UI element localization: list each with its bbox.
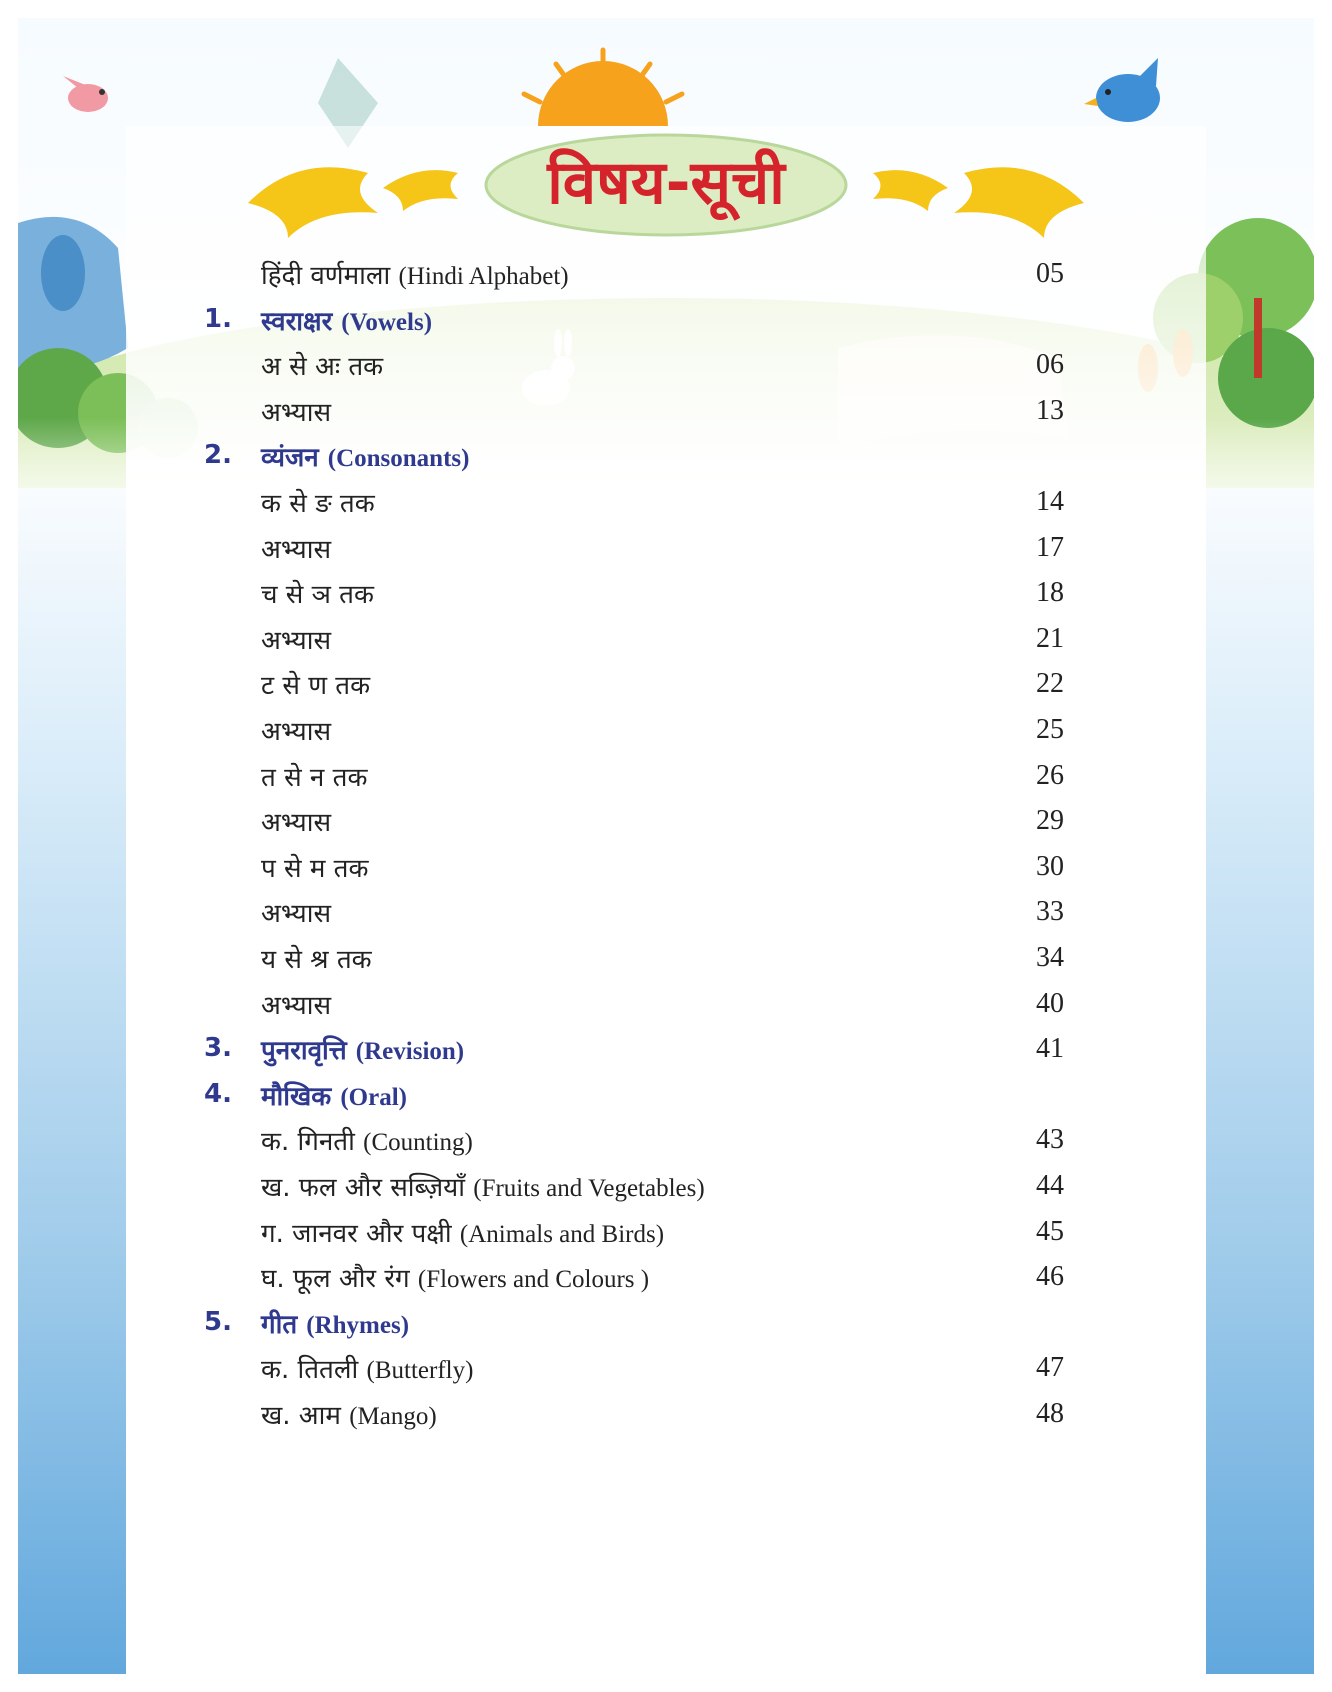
page-number: 30 <box>1036 850 1064 882</box>
page-number: 48 <box>1036 1398 1064 1429</box>
page-number: 05 <box>1036 258 1064 289</box>
page-number: 44 <box>1036 1170 1064 1201</box>
entry-title-english: (Vowels) <box>341 308 433 336</box>
entry-title-hindi: घ. फूल और रंग <box>261 1264 410 1295</box>
section-number: 1. <box>204 303 232 334</box>
page-number: 13 <box>1036 394 1064 426</box>
section-number: 3. <box>204 1033 232 1064</box>
entry-title-hindi: क. गिनती <box>261 1127 355 1158</box>
toc-entry[interactable] <box>18 890 1314 938</box>
page-number: 17 <box>1036 531 1064 563</box>
entry-title <box>261 484 375 520</box>
entry-title <box>261 438 469 474</box>
entry-title <box>261 940 372 976</box>
section-number: 2. <box>204 440 232 471</box>
toc-entry[interactable] <box>18 343 1314 391</box>
entry-title <box>261 1350 473 1386</box>
toc-entry[interactable] <box>18 708 1314 756</box>
entry-title-hindi: गीत <box>261 1309 298 1340</box>
table-of-contents <box>18 18 1314 1674</box>
entry-title <box>261 1305 409 1341</box>
page-number: 21 <box>1036 622 1064 654</box>
toc-section-heading[interactable] <box>18 298 1314 346</box>
page-number: 22 <box>1036 668 1064 700</box>
entry-title <box>261 1259 649 1295</box>
page-number: 29 <box>1036 805 1064 837</box>
toc-entry[interactable] <box>18 982 1314 1030</box>
entry-title <box>261 986 331 1022</box>
entry-title-english: (Revision) <box>355 1038 465 1066</box>
entry-title-hindi: ग. जानवर और पक्षी <box>261 1218 452 1249</box>
entry-title <box>261 347 383 383</box>
toc-entry[interactable] <box>18 389 1314 437</box>
page-number: 06 <box>1036 349 1064 381</box>
entry-title-hindi: ख. आम <box>261 1401 341 1431</box>
entry-title-hindi: अभ्यास <box>261 808 332 839</box>
entry-title-english: (Flowers and Colours ) <box>417 1266 650 1294</box>
page-number: 43 <box>1036 1124 1064 1156</box>
entry-title <box>261 1168 705 1204</box>
toc-entry[interactable] <box>18 1392 1314 1440</box>
page-number: 25 <box>1036 714 1064 745</box>
toc-entry[interactable] <box>18 1164 1314 1212</box>
entry-title <box>261 666 370 702</box>
entry-title <box>261 849 368 885</box>
page-number: 40 <box>1036 987 1064 1019</box>
entry-title-hindi: स्वराक्षर <box>261 306 333 337</box>
entry-title-english: (Butterfly) <box>366 1357 474 1385</box>
contents-page <box>18 18 1314 1674</box>
entry-title-hindi: हिंदी वर्णमाला <box>261 261 391 291</box>
entry-title <box>261 894 331 930</box>
entry-title-hindi: क से ङ तक <box>261 489 375 519</box>
entry-title <box>261 1396 437 1432</box>
toc-entry[interactable] <box>18 1210 1314 1258</box>
entry-title-hindi: य से श्र तक <box>261 945 372 975</box>
page-number: 41 <box>1036 1033 1064 1065</box>
page-number: 33 <box>1036 896 1064 928</box>
entry-title-english: (Counting) <box>363 1129 473 1157</box>
entry-title-hindi: पुनरावृत्ति <box>261 1036 347 1067</box>
toc-entry[interactable] <box>18 480 1314 528</box>
section-number: 4. <box>204 1078 232 1109</box>
page-number: 26 <box>1036 759 1064 791</box>
page-number: 14 <box>1036 486 1064 517</box>
entry-title <box>261 1214 664 1250</box>
entry-title-hindi: ट से ण तक <box>261 671 371 702</box>
entry-title-english: (Fruits and Vegetables) <box>473 1175 705 1202</box>
entry-title-hindi: प से म तक <box>261 853 369 884</box>
toc-section-heading[interactable] <box>18 1027 1314 1075</box>
toc-entry[interactable] <box>18 936 1314 984</box>
entry-title-hindi: अभ्यास <box>261 625 332 656</box>
toc-section-heading[interactable] <box>18 1301 1314 1349</box>
entry-title <box>261 621 331 657</box>
toc-entry[interactable] <box>18 252 1314 300</box>
toc-entry[interactable] <box>18 526 1314 574</box>
entry-title <box>261 575 374 611</box>
toc-entry[interactable] <box>18 1346 1314 1394</box>
entry-title <box>261 1077 407 1113</box>
entry-title-english: (Rhymes) <box>306 1311 410 1339</box>
entry-title-hindi: मौखिक <box>261 1081 332 1112</box>
toc-entry[interactable] <box>18 754 1314 802</box>
entry-title-hindi: क. तितली <box>261 1355 359 1386</box>
toc-section-heading[interactable] <box>18 434 1314 482</box>
entry-title <box>261 302 432 338</box>
toc-entry[interactable] <box>18 799 1314 847</box>
toc-entry[interactable] <box>18 1118 1314 1166</box>
toc-section-heading[interactable] <box>18 1073 1314 1121</box>
entry-title <box>261 758 367 794</box>
toc-entry[interactable] <box>18 1255 1314 1303</box>
page-number: 45 <box>1036 1215 1064 1247</box>
entry-title-hindi: अभ्यास <box>261 717 332 747</box>
entry-title <box>261 393 331 429</box>
entry-title <box>261 712 331 748</box>
entry-title-hindi: अभ्यास <box>261 899 332 930</box>
entry-title-english: (Mango) <box>349 1403 437 1430</box>
section-number: 5. <box>204 1306 232 1337</box>
page-number: 47 <box>1036 1352 1064 1384</box>
entry-title-english: (Oral) <box>340 1083 407 1111</box>
page-number: 18 <box>1036 577 1064 609</box>
toc-entry[interactable] <box>18 571 1314 619</box>
page-title: विषय-सूची <box>547 148 785 218</box>
page-number: 46 <box>1036 1261 1064 1293</box>
entry-title-hindi: अ से अः तक <box>261 352 384 383</box>
entry-title <box>261 1031 464 1067</box>
entry-title <box>261 530 331 566</box>
entry-title-hindi: त से न तक <box>261 762 368 793</box>
entry-title <box>261 1122 473 1158</box>
entry-title-english: (Consonants) <box>327 445 470 473</box>
entry-title <box>261 803 331 839</box>
page-number: 34 <box>1036 942 1064 973</box>
entry-title <box>261 256 569 292</box>
toc-entry[interactable] <box>18 662 1314 710</box>
toc-entry[interactable] <box>18 845 1314 893</box>
entry-title-hindi: ख. फल और सब्ज़ियाँ <box>261 1173 465 1203</box>
entry-title-hindi: अभ्यास <box>261 534 332 565</box>
entry-title-english: (Hindi Alphabet) <box>398 263 569 290</box>
entry-title-hindi: अभ्यास <box>261 990 332 1021</box>
entry-title-hindi: च से ञ तक <box>261 580 374 611</box>
entry-title-english: (Animals and Birds) <box>459 1220 665 1248</box>
entry-title-hindi: अभ्यास <box>261 397 332 428</box>
toc-entry[interactable] <box>18 617 1314 665</box>
entry-title-hindi: व्यंजन <box>261 443 319 474</box>
